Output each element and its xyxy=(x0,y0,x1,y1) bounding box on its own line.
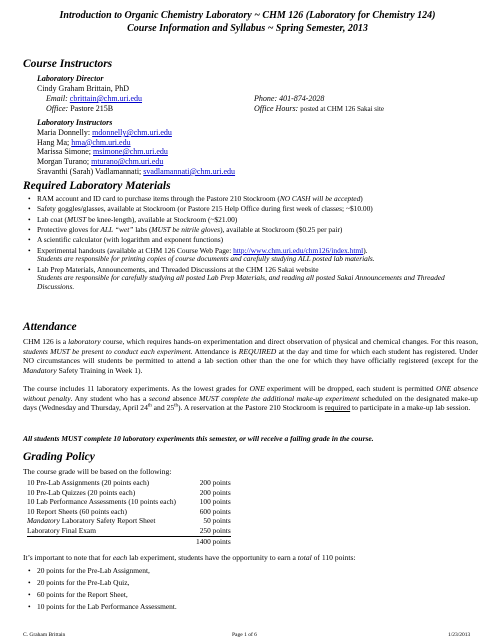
instructors-heading: Course Instructors xyxy=(23,58,113,70)
lab-instructors-heading: Laboratory Instructors xyxy=(37,118,113,127)
grade-item-emphasis: Mandatory xyxy=(27,516,60,526)
grade-item xyxy=(27,526,176,536)
points-item xyxy=(28,589,482,601)
bullet-icon: • xyxy=(28,204,31,214)
instructor-email-link[interactable]: msimone@chm.uri.edu xyxy=(93,147,168,157)
director-office-line xyxy=(46,104,113,114)
materials-item xyxy=(28,245,482,264)
office-hours-line xyxy=(254,104,384,114)
lab-instructors-list xyxy=(37,128,235,177)
instructor-name: Maria Donnelly: xyxy=(37,128,91,137)
attendance-paragraph-1: CHM 126 is a laboratory course, which requires hands-on experimentation and direct observation of physical and chemical changes. For this reason, students MUST be present to conduct each experiment. Attendance is REQUIRED at the day and time for which each student has registered. Under NO circumstances will students be permitted to attend a lab section other than the one for which they have officially registered (except for the Mandatory Safety Training in Week 1). xyxy=(23,337,479,375)
office-value: Pastore 215B xyxy=(70,104,114,113)
instructor-name: Sravanthi (Sarah) Vadlamannati; xyxy=(37,166,142,176)
materials-text: ), available at Stockroom ($0.25 per pair) xyxy=(220,224,343,234)
materials-item xyxy=(28,235,482,245)
grade-row xyxy=(27,488,231,498)
grade-row xyxy=(27,516,231,526)
grade-item xyxy=(27,516,176,526)
attendance-paragraph-2: The course includes 11 laboratory experiments. As the lowest grades for ONE experiment will be dropped, each student is permitted ONE absence without penalty. Any student who has a second absence MUST complete the additional make-up experiment scheduled on the designated make-up days (Wednesday and Thursday, April 24th and 25th). A reservation at the Pastore 210 Stockroom is required to participate in a make-up lab session. xyxy=(23,384,479,413)
grade-row xyxy=(27,497,231,507)
instructor-row xyxy=(37,147,235,157)
grade-total-spacer xyxy=(27,536,176,546)
grade-points: 250 points xyxy=(176,526,231,536)
instructor-row xyxy=(37,167,235,177)
bullet-icon: • xyxy=(28,602,31,611)
bullet-icon: • xyxy=(28,264,31,274)
materials-item xyxy=(28,224,482,235)
instructor-name: Morgan Turano; xyxy=(37,157,90,167)
director-email-link[interactable]: cbrittain@chm.uri.edu xyxy=(69,94,143,103)
points-text: 20 points for the Pre-Lab Quiz, xyxy=(37,578,130,587)
points-item xyxy=(28,565,482,577)
points-item xyxy=(28,577,482,589)
materials-text: be knee-length), available at Stockroom (~$21.00) xyxy=(86,214,238,224)
points-text: 10 points for the Lab Performance Assessment. xyxy=(37,602,177,611)
instructor-email-link[interactable]: mdonnelly@chm.uri.edu xyxy=(92,128,172,137)
document-title-line1: Introduction to Organic Chemistry Laboratory ~ CHM 126 (Laboratory for Chemistry 124) xyxy=(59,10,436,21)
bullet-icon: • xyxy=(28,245,31,255)
points-item xyxy=(28,601,482,613)
materials-item xyxy=(28,264,482,292)
materials-text: ALL “wet” xyxy=(100,224,134,234)
instructor-email-link[interactable]: hma@chm.uri.edu xyxy=(71,137,131,147)
materials-text: Safety goggles/glasses, available at Stockroom (or Pastore 215 Help Office during first week of classes; ~$10.00) xyxy=(37,204,373,214)
materials-item xyxy=(28,204,482,214)
footer-page-number: Page 1 of 6 xyxy=(232,632,257,638)
footer-date: 1/23/2013 xyxy=(448,632,471,638)
grade-item xyxy=(27,507,176,517)
points-breakdown-list xyxy=(28,565,482,613)
email-label: Email: xyxy=(46,94,68,103)
materials-item xyxy=(28,194,482,204)
materials-text: MUST be nitrile gloves xyxy=(151,224,221,234)
grade-item-label: Laboratory Final Exam xyxy=(27,525,96,535)
grade-row xyxy=(27,526,231,536)
materials-heading: Required Laboratory Materials xyxy=(23,180,171,192)
bullet-icon: • xyxy=(28,224,31,234)
materials-text: Protective gloves for xyxy=(37,224,101,234)
instructor-name: Hang Ma; xyxy=(37,137,70,147)
materials-item xyxy=(28,214,482,225)
grade-item-label: 10 Pre-Lab Quizzes (20 points each) xyxy=(27,487,136,497)
director-email-line xyxy=(46,94,142,104)
office-hours-label: Office Hours: xyxy=(254,104,299,113)
grade-row xyxy=(27,507,231,517)
grade-item-label: 10 Lab Performance Assessments (10 points each) xyxy=(27,497,177,507)
points-text: 60 points for the Report Sheet, xyxy=(37,590,128,599)
bullet-icon: • xyxy=(28,235,31,245)
grade-total-row xyxy=(27,536,231,546)
grade-points: 100 points xyxy=(199,497,231,507)
grading-table xyxy=(27,478,231,546)
grade-item xyxy=(27,497,176,507)
instructor-name: Marissa Simone; xyxy=(37,147,91,157)
director-phone xyxy=(254,94,324,104)
materials-text: labs ( xyxy=(133,224,152,234)
office-label: Office: xyxy=(46,104,69,113)
materials-text: NO CASH will be accepted xyxy=(279,194,361,203)
instructor-row xyxy=(37,128,235,138)
bullet-icon: • xyxy=(28,566,31,575)
grade-item-label: Laboratory Safety Report Sheet xyxy=(59,516,156,526)
bullet-icon: • xyxy=(28,578,31,587)
attendance-warning: All students MUST complete 10 laboratory experiments this semester, or will receive a failing grade in the course. xyxy=(23,434,374,443)
materials-list xyxy=(28,194,482,294)
grading-intro: The course grade will be based on the following: xyxy=(23,467,172,476)
materials-text: Lab Prep Materials, Announcements, and Threaded Discussions at the CHM 126 Sakai website xyxy=(37,264,319,274)
grade-item-label: 10 Pre-Lab Assignments (20 points each) xyxy=(27,478,150,487)
materials-text: A scientific calculator (with logarithm and exponent functions) xyxy=(37,235,224,245)
materials-note: Students are responsible for printing copies of course documents and carefully studying ALL posted lab materials. xyxy=(37,254,375,264)
bullet-icon: • xyxy=(28,214,31,224)
materials-text: Experimental handouts (available at CHM 126 Course Web Page: xyxy=(37,245,234,255)
materials-text: ) xyxy=(360,194,363,203)
document-title-line2: Course Information and Syllabus ~ Spring Semester, 2013 xyxy=(127,23,368,34)
materials-text: ). xyxy=(363,245,368,255)
materials-text: Lab coat ( xyxy=(37,214,67,224)
bullet-icon: • xyxy=(28,590,31,599)
instructor-email-link[interactable]: svadlamannati@chm.uri.edu xyxy=(143,166,236,176)
course-web-page-link[interactable]: http://www.chm.uri.edu/chm126/index.html xyxy=(233,245,364,255)
points-text: 20 points for the Pre-Lab Assignment, xyxy=(37,566,150,575)
attendance-heading: Attendance xyxy=(23,321,77,333)
instructor-row xyxy=(37,157,235,167)
materials-note: Students are responsible for carefully studying all posted Lab Prep Materials, and reading all posted Sakai Announcements and Threaded Discussions. xyxy=(37,273,445,292)
bullet-icon: • xyxy=(28,194,31,203)
grade-points: 50 points xyxy=(203,516,231,526)
grade-total: 1400 points xyxy=(196,536,231,546)
phone-text: Phone: 401-874-2028 xyxy=(254,94,325,103)
grade-item xyxy=(27,478,176,488)
office-hours-value: posted at CHM 126 Sakai site xyxy=(300,105,385,113)
materials-text: MUST xyxy=(66,214,87,224)
grade-points: 600 points xyxy=(199,506,231,516)
instructor-email-link[interactable]: mturano@chm.uri.edu xyxy=(91,157,164,167)
grading-note: It’s important to note that for each lab experiment, students have the opportunity to earn a total of 110 points: xyxy=(23,553,356,562)
grade-points: 200 points xyxy=(199,478,231,487)
grading-heading: Grading Policy xyxy=(23,451,95,463)
grade-item xyxy=(27,488,176,498)
grade-points: 200 points xyxy=(199,487,231,497)
instructor-row xyxy=(37,138,235,148)
footer-author: C. Graham Brittain xyxy=(23,632,66,638)
materials-text: RAM account and ID card to purchase items through the Pastore 210 Stockroom ( xyxy=(37,194,280,203)
director-heading: Laboratory Director xyxy=(37,74,104,83)
grade-row xyxy=(27,478,231,488)
director-name: Cindy Graham Brittain, PhD xyxy=(37,84,129,93)
grade-item-label: 10 Report Sheets (60 points each) xyxy=(27,506,127,516)
